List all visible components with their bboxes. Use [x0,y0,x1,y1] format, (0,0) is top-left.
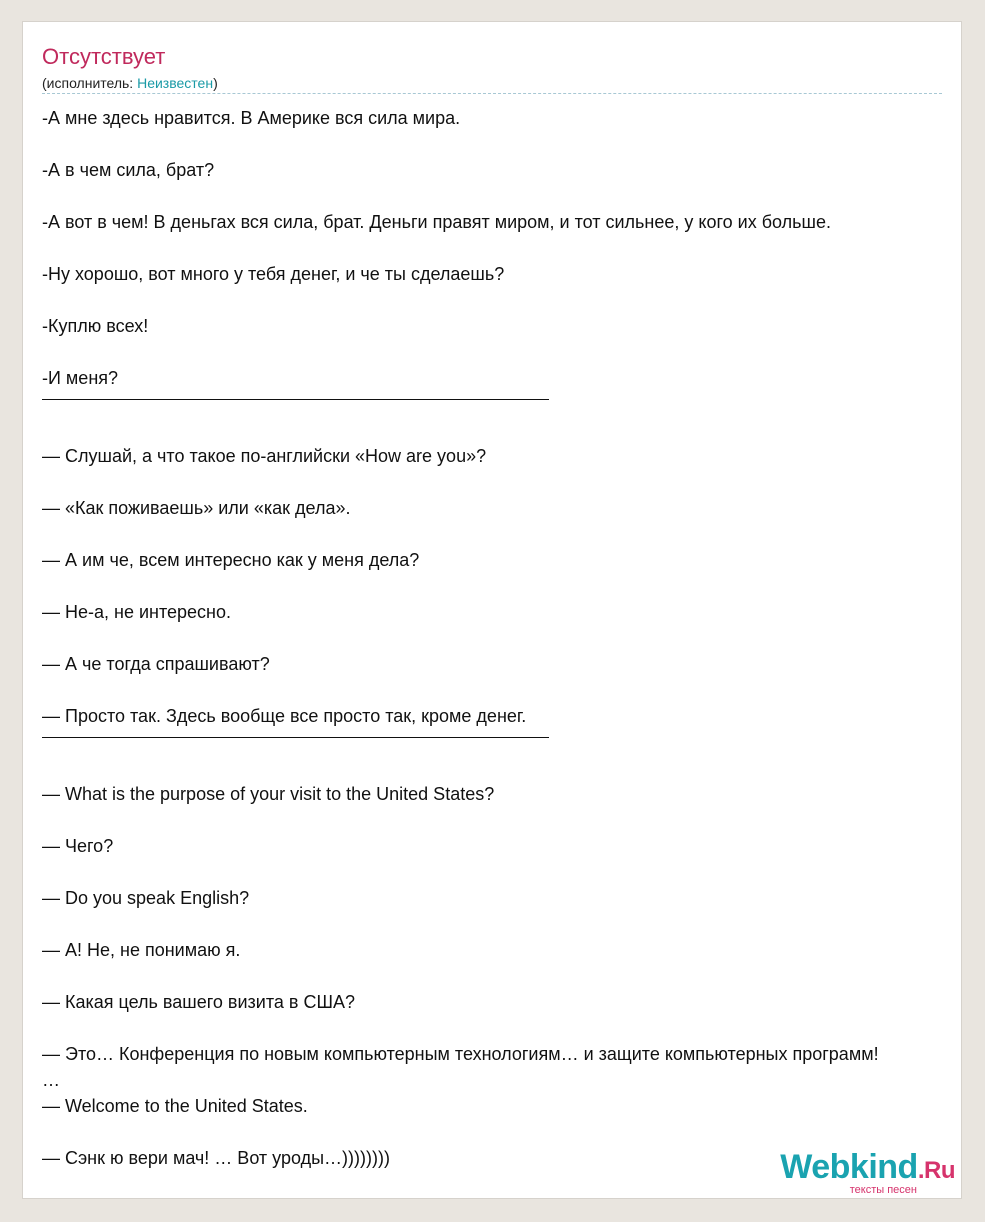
blank-line [42,521,961,547]
logo-name: Webkind [780,1148,918,1186]
lyric-line: — What is the purpose of your visit to the United States? [42,784,495,804]
lyric-line: -А в чем сила, брат? [42,160,215,180]
lyric-line: — Не-а, не интересно. [42,602,231,622]
artist-suffix: ) [213,75,218,91]
logo-wordmark [755,1150,955,1188]
blank-line [42,963,961,989]
blank-line [42,183,961,209]
lyric-line: — Чего? [42,836,114,856]
lyric-line: -А мне здесь нравится. В Америке вся сила мира. [42,108,461,128]
blank-line [42,859,961,885]
lyric-line: — Слушай, а что такое по-английски «How are you»? [42,446,487,466]
blank-line [42,1015,961,1041]
site-logo[interactable] [755,1150,955,1196]
lyric-line: — Какая цель вашего визита в США? [42,992,355,1012]
blank-line [42,131,961,157]
lyric-line: — А им че, всем интересно как у меня дела? [42,550,420,570]
lyric-line: — Do you speak English? [42,888,250,908]
lyric-line: -Ну хорошо, вот много у тебя денег, и че ты сделаешь? [42,264,505,284]
blank-line [42,339,961,365]
artist-prefix: (исполнитель: [42,75,138,91]
section-divider [42,729,961,755]
logo-tld: .Ru [917,1157,955,1184]
lyrics-card [22,21,962,1199]
artist-link[interactable]: Неизвестен [137,75,214,91]
title-divider [42,93,942,94]
lyric-line: — Просто так. Здесь вообще все просто так, кроме денег. [42,706,527,726]
lyric-line: … [42,1070,60,1090]
lyric-line: — Сэнк ю вери мач! … Вот уроды…)))))))) [42,1148,390,1168]
lyric-line: -И меня? [42,368,119,388]
section-divider [42,391,961,417]
blank-line [42,755,961,781]
song-title: Отсутствует [42,44,166,69]
lyric-line: — А! Не, не понимаю я. [42,940,241,960]
logo-tagline: тексты песен [849,1184,917,1196]
lyrics-body [42,105,961,1171]
blank-line [42,573,961,599]
lyric-line: — «Как поживаешь» или «как дела». [42,498,351,518]
lyric-line: — Welcome to the United States. [42,1096,308,1116]
blank-line [42,417,961,443]
lyric-line: -Куплю всех! [42,316,149,336]
blank-line [42,235,961,261]
blank-line [42,807,961,833]
lyric-line: — Это… Конференция по новым компьютерным технологиям… и защите компьютерных программ! [42,1044,879,1064]
blank-line [42,625,961,651]
artist-line [42,74,218,92]
blank-line [42,1119,961,1145]
blank-line [42,287,961,313]
lyric-line: — А че тогда спрашивают? [42,654,270,674]
lyric-line: -А вот в чем! В деньгах вся сила, брат. Деньги правят миром, и тот сильнее, у кого их больше. [42,212,831,232]
blank-line [42,677,961,703]
blank-line [42,469,961,495]
blank-line [42,911,961,937]
